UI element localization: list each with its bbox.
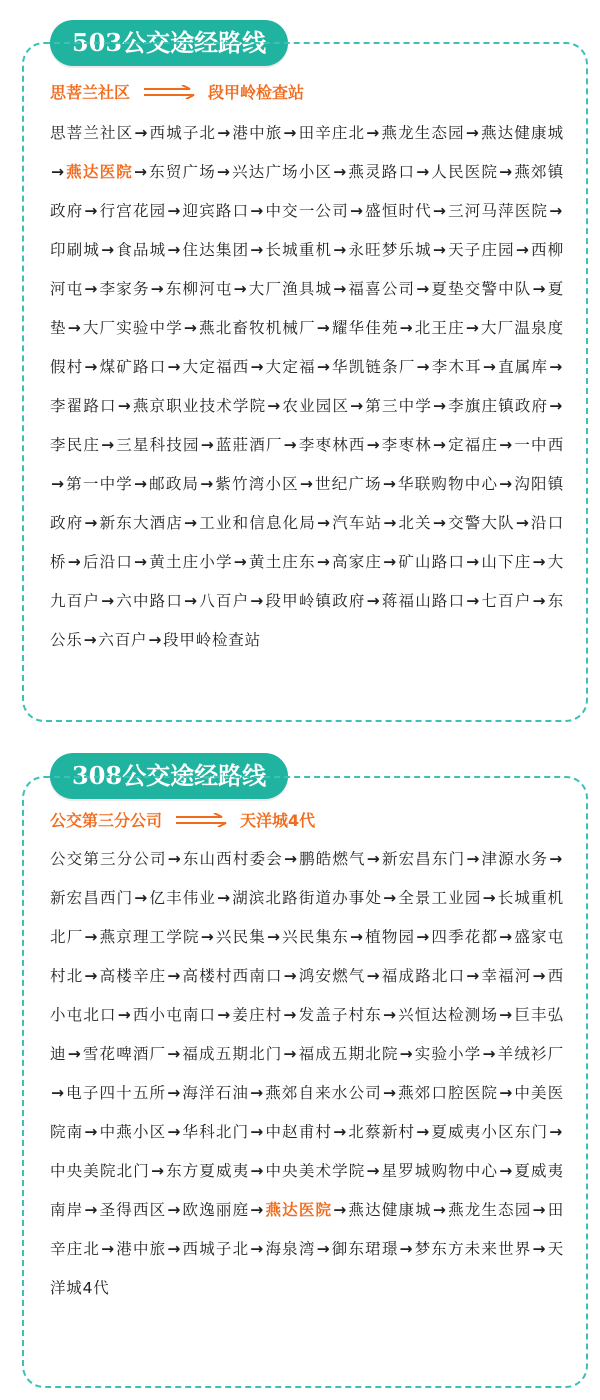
stop-name: 海泉湾	[265, 1240, 316, 1258]
stop-name: 蒋福山路口	[381, 592, 466, 610]
stop-name: 迎宾路口	[182, 202, 250, 220]
stop-name: 人民医院	[430, 163, 499, 181]
stop-name: 燕龙生态园	[447, 1201, 532, 1219]
stop-name: 李木耳	[431, 358, 482, 376]
arrow-right-icon: →	[84, 1201, 99, 1219]
arrow-right-icon: →	[433, 397, 447, 415]
route-308-to: 天洋城4代	[240, 811, 316, 830]
stop-name: 羊绒衫厂	[497, 1045, 564, 1063]
stop-name: 李枣林	[381, 436, 432, 454]
stop-name: 中央美院北门	[50, 1162, 150, 1180]
arrow-right-icon: →	[200, 475, 215, 493]
stop-name: 沟阳镇政府	[50, 475, 565, 532]
stop-name: 福成五期北院	[298, 1045, 399, 1063]
stop-name: 燕达健康城	[480, 124, 564, 142]
stop-name: 一中西	[513, 436, 565, 454]
arrow-right-icon: →	[84, 967, 99, 985]
arrow-right-icon: →	[133, 475, 148, 493]
stop-name: 田辛庄北	[298, 124, 366, 142]
stop-name: 燕达医院	[65, 163, 133, 181]
stop-name: 夏垫	[50, 280, 565, 337]
arrow-right-icon: →	[466, 592, 481, 610]
route-308-title: 308公交途经路线	[50, 753, 288, 799]
arrow-right-icon: →	[283, 124, 298, 142]
stop-name: 四季花都	[431, 928, 499, 946]
stop-name: 段甲岭镇政府	[265, 592, 366, 610]
arrow-right-icon: →	[250, 358, 265, 376]
arrow-right-icon: →	[399, 319, 414, 337]
arrow-right-icon: →	[250, 1084, 264, 1102]
stop-name: 矿山路口	[397, 553, 466, 571]
arrow-right-icon: →	[117, 397, 132, 415]
stop-name: 燕灵路口	[348, 163, 416, 181]
stop-name: 兴民集东	[281, 928, 349, 946]
stop-name: 御东珺璟	[331, 1240, 399, 1258]
double-arrow-right-icon	[142, 85, 196, 99]
stop-name: 西小屯北口	[50, 967, 565, 1024]
stop-name: 工业和信息化局	[198, 514, 317, 532]
stop-name: 燕北畜牧机械厂	[198, 319, 316, 337]
stop-name: 三河马萍医院	[447, 202, 549, 220]
arrow-right-icon: →	[84, 358, 99, 376]
arrow-right-icon: →	[482, 889, 497, 907]
arrow-right-icon: →	[267, 397, 282, 415]
stop-name: 长城重机	[265, 241, 333, 259]
arrow-right-icon: →	[67, 553, 82, 571]
arrow-right-icon: →	[465, 124, 480, 142]
stop-name: 燕达健康城	[348, 1201, 432, 1219]
arrow-right-icon: →	[499, 475, 513, 493]
stop-name: 燕龙生态园	[381, 124, 465, 142]
stop-name: 思菩兰社区	[50, 124, 134, 142]
stop-name: 发盖子村东	[298, 1006, 382, 1024]
arrow-right-icon: →	[416, 358, 431, 376]
arrow-right-icon: →	[84, 514, 99, 532]
stop-name: 高楼村西南口	[182, 967, 283, 985]
arrow-right-icon: →	[250, 592, 265, 610]
stop-name: 燕京理工学院	[99, 928, 200, 946]
stop-name: 夏垫交警中队	[431, 280, 532, 298]
arrow-right-icon: →	[399, 1045, 414, 1063]
stop-name: 西城子北	[182, 1240, 250, 1258]
stop-name: 燕京职业技术学院	[132, 397, 267, 415]
stop-name: 三星科技园	[115, 436, 200, 454]
stop-name: 东方夏威夷	[165, 1162, 250, 1180]
arrow-right-icon: →	[366, 1162, 381, 1180]
stop-name: 姜庄村	[232, 1006, 283, 1024]
arrow-right-icon: →	[200, 436, 215, 454]
arrow-right-icon: →	[366, 967, 381, 985]
arrow-right-icon: →	[432, 514, 447, 532]
route-308-from: 公交第三分公司	[50, 811, 163, 830]
arrow-right-icon: →	[217, 889, 231, 907]
arrow-right-icon: →	[333, 241, 348, 259]
arrow-right-icon: →	[134, 124, 149, 142]
stop-name: 田辛庄北	[50, 1201, 565, 1258]
route-308-card	[22, 776, 588, 1388]
stop-name: 段甲岭检查站	[163, 631, 261, 649]
arrow-right-icon: →	[532, 592, 547, 610]
stop-name: 湖滨北路街道办事处	[231, 889, 383, 907]
stop-name: 六百户	[98, 631, 148, 649]
arrow-right-icon: →	[250, 1123, 265, 1141]
arrow-right-icon: →	[233, 280, 248, 298]
arrow-right-icon: →	[167, 1240, 182, 1258]
stop-name: 中交一公司	[265, 202, 349, 220]
arrow-right-icon: →	[549, 202, 564, 220]
stop-name: 大厂实验中学	[82, 319, 183, 337]
stop-name: 交警大队	[447, 514, 515, 532]
stop-name: 汽车站	[331, 514, 383, 532]
stop-name: 燕郊口腔医院	[397, 1084, 499, 1102]
stop-name: 世纪广场	[314, 475, 382, 493]
arrow-right-icon: →	[299, 475, 314, 493]
arrow-right-icon: →	[499, 928, 513, 946]
arrow-right-icon: →	[134, 889, 149, 907]
arrow-right-icon: →	[283, 1045, 298, 1063]
stop-name: 东山西村委会	[182, 850, 283, 868]
arrow-right-icon: →	[416, 928, 430, 946]
arrow-right-icon: →	[532, 1240, 547, 1258]
arrow-right-icon: →	[167, 202, 182, 220]
arrow-right-icon: →	[333, 163, 348, 181]
arrow-right-icon: →	[317, 514, 331, 532]
stop-name: 李旗庄镇政府	[447, 397, 549, 415]
arrow-right-icon: →	[250, 202, 265, 220]
arrow-right-icon: →	[532, 1201, 547, 1219]
arrow-right-icon: →	[316, 319, 331, 337]
arrow-right-icon: →	[333, 280, 348, 298]
route-503-endpoints	[50, 80, 566, 103]
stop-name: 李翟路口	[50, 397, 117, 415]
arrow-right-icon: →	[51, 163, 65, 181]
stop-name: 七百户	[481, 592, 532, 610]
route-503-from: 思菩兰社区	[50, 83, 131, 102]
arrow-right-icon: →	[250, 241, 265, 259]
stop-name: 蓝莊酒厂	[215, 436, 283, 454]
stop-name: 煤矿路口	[99, 358, 167, 376]
arrow-right-icon: →	[549, 358, 563, 376]
stop-name: 兴恒达检测场	[397, 1006, 499, 1024]
arrow-right-icon: →	[184, 514, 198, 532]
stop-name: 燕郊镇政府	[50, 163, 565, 220]
arrow-right-icon: →	[117, 1006, 132, 1024]
stop-name: 实验小学	[414, 1045, 482, 1063]
arrow-right-icon: →	[549, 1123, 564, 1141]
arrow-right-icon: →	[333, 1123, 348, 1141]
arrow-right-icon: →	[84, 280, 99, 298]
arrow-right-icon: →	[101, 1240, 115, 1258]
arrow-right-icon: →	[134, 553, 148, 571]
stop-name: 津源水务	[481, 850, 549, 868]
arrow-right-icon: →	[432, 436, 447, 454]
stop-name: 植物园	[364, 928, 416, 946]
stop-name: 雪花啤酒厂	[82, 1045, 167, 1063]
stop-name: 福成路北口	[381, 967, 466, 985]
arrow-right-icon: →	[217, 1006, 232, 1024]
stop-name: 耀华佳苑	[331, 319, 399, 337]
arrow-right-icon: →	[250, 1162, 265, 1180]
arrow-right-icon: →	[148, 631, 163, 649]
arrow-right-icon: →	[167, 850, 182, 868]
arrow-right-icon: →	[382, 475, 397, 493]
arrow-right-icon: →	[499, 1084, 513, 1102]
arrow-right-icon: →	[532, 280, 547, 298]
stop-name: 李家务	[99, 280, 150, 298]
arrow-right-icon: →	[465, 319, 480, 337]
arrow-right-icon: →	[67, 319, 82, 337]
stop-name: 新宏昌西门	[50, 889, 134, 907]
stop-name: 中央美术学院	[265, 1162, 366, 1180]
arrow-right-icon: →	[466, 850, 481, 868]
arrow-right-icon: →	[150, 280, 165, 298]
arrow-right-icon: →	[150, 1162, 165, 1180]
arrow-right-icon: →	[432, 241, 447, 259]
stop-name: 李民庄	[50, 436, 101, 454]
arrow-right-icon: →	[84, 1123, 99, 1141]
arrow-right-icon: →	[316, 553, 331, 571]
stop-name: 港中旅	[115, 1240, 167, 1258]
arrow-right-icon: →	[366, 592, 381, 610]
arrow-right-icon: →	[250, 1201, 265, 1219]
stop-name: 鹏皓燃气	[298, 850, 366, 868]
arrow-right-icon: →	[217, 124, 232, 142]
arrow-right-icon: →	[316, 358, 331, 376]
stop-name: 中燕小区	[99, 1123, 167, 1141]
arrow-right-icon: →	[184, 592, 198, 610]
arrow-right-icon: →	[549, 397, 564, 415]
stop-name: 行宫花园	[99, 202, 167, 220]
stop-name: 北王庄	[414, 319, 465, 337]
arrow-right-icon: →	[216, 163, 231, 181]
stop-name: 幸福河	[481, 967, 532, 985]
stop-name: 印刷城	[50, 241, 101, 259]
stop-name: 鸿安燃气	[298, 967, 366, 985]
route-308-stop-list	[50, 840, 564, 1308]
stop-name: 大定福西	[182, 358, 250, 376]
arrow-right-icon: →	[283, 436, 298, 454]
arrow-right-icon: →	[383, 514, 398, 532]
stop-name: 食品城	[115, 241, 167, 259]
stop-name: 欧逸丽庭	[182, 1201, 250, 1219]
stop-name: 山下庄	[480, 553, 532, 571]
stop-name: 盛恒时代	[364, 202, 432, 220]
stop-name: 华联购物中心	[397, 475, 499, 493]
arrow-right-icon: →	[549, 850, 563, 868]
arrow-right-icon: →	[382, 1006, 397, 1024]
arrow-right-icon: →	[366, 436, 381, 454]
stop-name: 新宏昌东门	[381, 850, 466, 868]
stop-name: 港中旅	[232, 124, 283, 142]
arrow-right-icon: →	[383, 553, 397, 571]
route-503-card	[22, 42, 588, 722]
double-arrow-right-icon	[174, 813, 228, 827]
arrow-right-icon: →	[382, 1084, 397, 1102]
stop-name: 后沿口	[82, 553, 134, 571]
arrow-right-icon: →	[349, 202, 364, 220]
arrow-right-icon: →	[283, 967, 298, 985]
arrow-right-icon: →	[416, 163, 430, 181]
stop-name: 夏威夷小区东门	[431, 1123, 549, 1141]
arrow-right-icon: →	[466, 553, 480, 571]
arrow-right-icon: →	[532, 967, 547, 985]
arrow-right-icon: →	[84, 928, 99, 946]
stop-name: 长城重机北厂	[50, 889, 564, 946]
stop-name: 北蔡新村	[348, 1123, 416, 1141]
stop-name: 住达集团	[182, 241, 250, 259]
arrow-right-icon: →	[499, 1162, 514, 1180]
stop-name: 高楼辛庄	[99, 967, 167, 985]
stop-name: 高家庄	[331, 553, 383, 571]
arrow-right-icon: →	[266, 928, 281, 946]
stop-name: 海洋石油	[182, 1084, 250, 1102]
stop-name: 燕郊自来水公司	[264, 1084, 382, 1102]
stop-name: 西小屯南口	[132, 1006, 217, 1024]
stop-name: 西柳河屯	[50, 241, 565, 298]
arrow-right-icon: →	[416, 1123, 430, 1141]
route-503-stop-list	[50, 114, 564, 660]
stop-name: 邮政局	[148, 475, 200, 493]
stop-name: 永旺梦乐城	[348, 241, 432, 259]
stop-name: 沿口桥	[50, 514, 565, 571]
arrow-right-icon: →	[67, 1045, 82, 1063]
arrow-right-icon: →	[366, 124, 381, 142]
stop-name: 华科北门	[182, 1123, 250, 1141]
arrow-right-icon: →	[200, 928, 215, 946]
stop-name: 福喜公司	[348, 280, 416, 298]
stop-name: 新东大酒店	[99, 514, 184, 532]
arrow-right-icon: →	[532, 553, 547, 571]
stop-name: 紫竹湾小区	[215, 475, 299, 493]
stop-name: 星罗城购物中心	[381, 1162, 499, 1180]
stop-name: 农业园区	[282, 397, 350, 415]
arrow-right-icon: →	[482, 358, 497, 376]
stop-name: 六中路口	[115, 592, 184, 610]
arrow-right-icon: →	[167, 241, 182, 259]
arrow-right-icon: →	[333, 1201, 348, 1219]
arrow-right-icon: →	[283, 1006, 298, 1024]
stop-name: 中赵甫村	[265, 1123, 333, 1141]
arrow-right-icon: →	[233, 553, 248, 571]
stop-name: 福成五期北门	[182, 1045, 283, 1063]
arrow-right-icon: →	[101, 592, 115, 610]
stop-name: 梦东方未来世界	[414, 1240, 532, 1258]
route-503-title: 503公交途经路线	[50, 20, 288, 66]
stop-name: 定福庄	[447, 436, 499, 454]
stop-name: 兴民集	[215, 928, 266, 946]
arrow-right-icon: →	[366, 850, 381, 868]
arrow-right-icon: →	[250, 1240, 265, 1258]
stop-name: 公交第三分公司	[50, 850, 167, 868]
arrow-right-icon: →	[167, 1084, 182, 1102]
arrow-right-icon: →	[183, 319, 198, 337]
arrow-right-icon: →	[432, 202, 447, 220]
arrow-right-icon: →	[432, 1201, 447, 1219]
stop-name: 东公乐	[50, 592, 565, 649]
stop-name: 东柳河屯	[165, 280, 233, 298]
arrow-right-icon: →	[167, 1123, 182, 1141]
arrow-right-icon: →	[499, 163, 513, 181]
arrow-right-icon: →	[416, 280, 430, 298]
stop-name: 巨丰弘迪	[50, 1006, 564, 1063]
arrow-right-icon: →	[51, 475, 65, 493]
stop-name: 李枣林西	[298, 436, 366, 454]
arrow-right-icon: →	[482, 1045, 497, 1063]
arrow-right-icon: →	[133, 163, 148, 181]
stop-name: 黄土庄小学	[148, 553, 233, 571]
arrow-right-icon: →	[51, 1084, 65, 1102]
stop-name: 大定福	[265, 358, 316, 376]
stop-name: 大厂渔具城	[248, 280, 333, 298]
arrow-right-icon: →	[101, 241, 115, 259]
stop-name: 中美医院南	[50, 1084, 565, 1141]
stop-name: 夏威夷南岸	[50, 1162, 564, 1219]
stop-name: 亿丰伟业	[149, 889, 217, 907]
arrow-right-icon: →	[167, 1045, 182, 1063]
arrow-right-icon: →	[316, 1240, 331, 1258]
stop-name: 燕达医院	[265, 1201, 333, 1219]
stop-name: 圣得西区	[99, 1201, 167, 1219]
stop-name: 八百户	[198, 592, 250, 610]
stop-name: 北关	[398, 514, 432, 532]
arrow-right-icon: →	[466, 967, 481, 985]
route-308-endpoints	[50, 808, 566, 831]
arrow-right-icon: →	[283, 850, 298, 868]
stop-name: 华凯链条厂	[331, 358, 416, 376]
stop-name: 大九百户	[50, 553, 565, 610]
stop-name: 直属库	[497, 358, 549, 376]
arrow-right-icon: →	[167, 1201, 182, 1219]
route-503-to: 段甲岭检查站	[208, 83, 305, 102]
stop-name: 电子四十五所	[65, 1084, 167, 1102]
stop-name: 大厂温泉度假村	[50, 319, 564, 376]
stop-name: 全景工业园	[397, 889, 482, 907]
arrow-right-icon: →	[515, 241, 530, 259]
arrow-right-icon: →	[349, 928, 364, 946]
arrow-right-icon: →	[101, 436, 115, 454]
arrow-right-icon: →	[84, 202, 99, 220]
arrow-right-icon: →	[167, 358, 182, 376]
arrow-right-icon: →	[499, 436, 513, 454]
stop-name: 天子庄园	[447, 241, 515, 259]
arrow-right-icon: →	[399, 1240, 414, 1258]
arrow-right-icon: →	[499, 1006, 513, 1024]
arrow-right-icon: →	[350, 397, 364, 415]
stop-name: 第三中学	[364, 397, 433, 415]
stop-name: 黄土庄东	[248, 553, 316, 571]
stop-name: 东贸广场	[148, 163, 216, 181]
stop-name: 天洋城4代	[50, 1240, 565, 1297]
stop-name: 西城子北	[149, 124, 217, 142]
stop-name: 第一中学	[65, 475, 133, 493]
arrow-right-icon: →	[515, 514, 530, 532]
stop-name: 盛家屯村北	[50, 928, 565, 985]
arrow-right-icon: →	[167, 967, 182, 985]
arrow-right-icon: →	[83, 631, 98, 649]
stop-name: 兴达广场小区	[231, 163, 333, 181]
arrow-right-icon: →	[383, 889, 397, 907]
